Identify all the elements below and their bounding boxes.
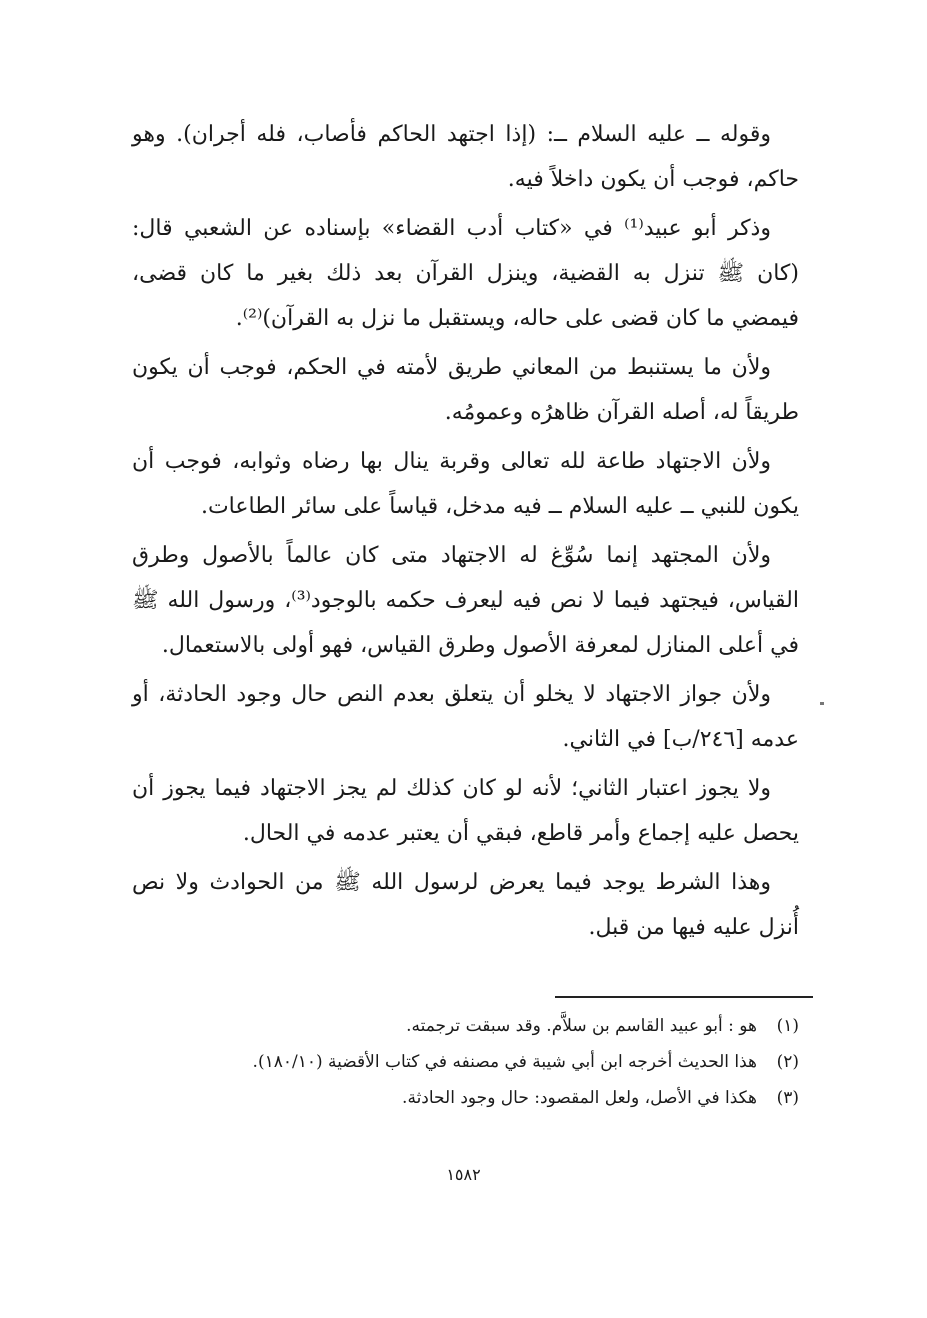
paragraph-5: ولأن المجتهد إنما سُوِّغ له الاجتهاد متى كان عالماً بالأصول وطرق القياس، فيجتهد فيما لا نص فيه ليعرف حكمه بالوجود⁽³⁾، ورسول الله ﷺ في أعلى المنازل لمعرفة الأصول وطرق القياس، فهو أولى بالاستعمال. (132, 543, 800, 658)
footnotes (132, 1008, 799, 1116)
page-number: ١٥٨٢ (446, 1165, 481, 1184)
footnote-separator (555, 996, 813, 998)
paragraph-7: ولا يجوز اعتبار الثاني؛ لأنه لو كان كذلك لم يجز الاجتهاد فيما يجوز أن يحصل عليه إجماع وأمر قاطع، فبقي أن يعتبر عدمه في الحال. (132, 776, 799, 846)
paragraph-8: وهذا الشرط يوجد فيما يعرض لرسول الله ﷺ من الحوادث ولا نص أُنزل عليه فيها من قبل. (132, 870, 799, 940)
body-text (132, 112, 799, 954)
paragraph-3: ولأن ما يستنبط من المعاني طريق لأمته في الحكم، فوجب أن يكون طريقاً له، أصله القرآن ظاهرُه وعمومُه. (132, 355, 799, 425)
footnote-text: هو : أبو عبيد القاسم بن سلاَّم. وقد سبقت ترجمته. (406, 1016, 757, 1036)
paragraph-1: وقوله ــ عليه السلام ــ: (إذا اجتهد الحاكم فأصاب، فله أجران). وهو حاكم، فوجب أن يكون داخلاً فيه. (132, 122, 799, 192)
footnote-1 (132, 1008, 799, 1044)
footnote-text: هذا الحديث أخرجه ابن أبي شيبة في مصنفه في كتاب الأقضية (١٨٠/١٠). (252, 1052, 757, 1072)
footnote-number: (٣) (776, 1088, 799, 1108)
paragraph-6: ولأن جواز الاجتهاد لا يخلو أن يتعلق بعدم النص حال وجود الحادثة، أو عدمه [٢٤٦/ب] في الثاني. (132, 682, 799, 752)
footnote-number: (١) (776, 1016, 799, 1036)
footnote-2 (132, 1044, 799, 1080)
footnote-number: (٢) (776, 1052, 799, 1072)
footnote-3 (132, 1080, 799, 1116)
paragraph-4: ولأن الاجتهاد طاعة لله تعالى وقربة ينال بها رضاه وثوابه، فوجب أن يكون للنبي ــ عليه السلام ــ فيه مدخل، قياساً على سائر الطاعات. (132, 449, 799, 519)
footnote-text: هكذا في الأصل، ولعل المقصود: حال وجود الحادثة. (402, 1088, 757, 1108)
paragraph-2: وذكر أبو عبيد⁽¹⁾ في «كتاب أدب القضاء» بإسناده عن الشعبي قال: (كان ﷺ تنزل به القضية، وينزل القرآن بعد ذلك بغير ما كان قضى، فيمضي ما كان قضى على حاله، ويستقبل ما نزل به القرآن)⁽²⁾. (132, 216, 799, 331)
margin-mark (820, 702, 824, 705)
